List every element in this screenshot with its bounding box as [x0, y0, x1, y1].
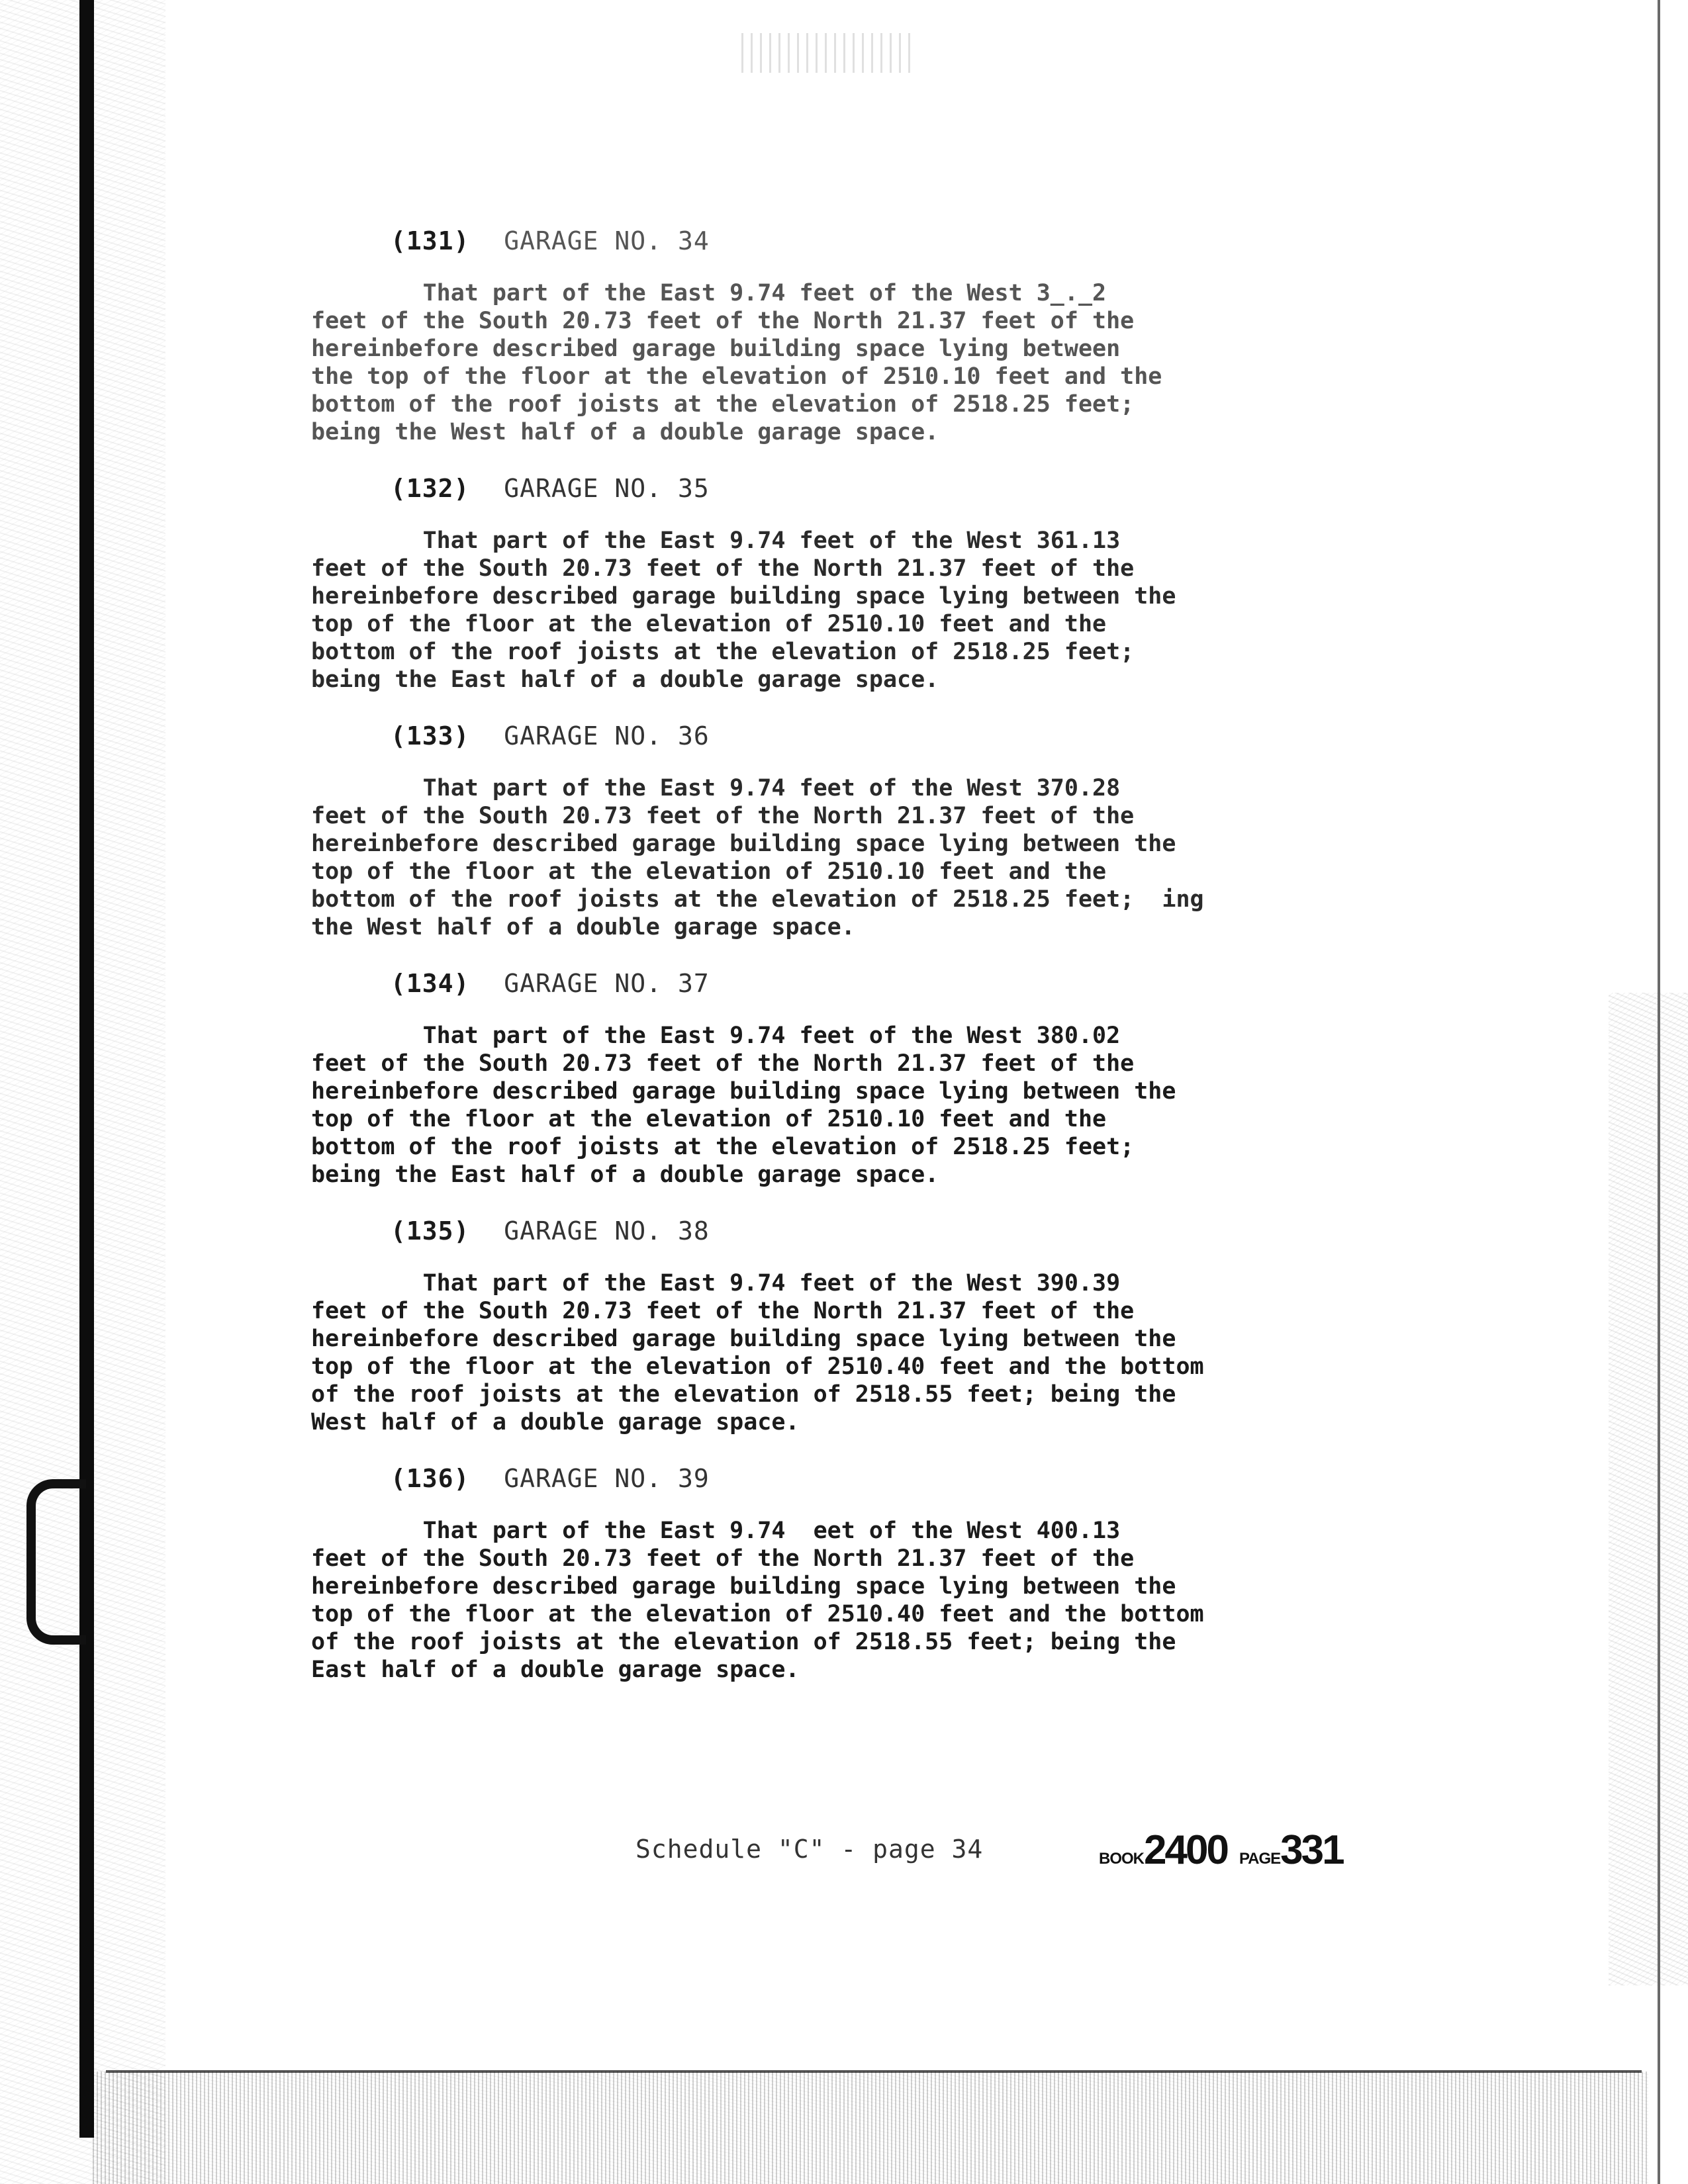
scan-right-edge [1658, 0, 1660, 2184]
section-title: GARAGE NO. 35 [504, 474, 710, 503]
section-number: (135) [391, 1216, 470, 1246]
section-description: That part of the East 9.74 feet of the West 361.13 feet of the South 20.73 feet of the North 21.37 feet of the hereinbefore described garage building space lying between the top of the floor at the elevation of 2510.10 feet and the bottom of the roof joists at the elevation of 2518.25 feet; being the East half of a double garage space. [311, 527, 1176, 693]
section-number: (134) [391, 969, 470, 998]
section-title: GARAGE NO. 36 [504, 721, 710, 751]
section-title: GARAGE NO. 39 [504, 1464, 710, 1493]
schedule-page-label: Schedule "C" - page 34 [635, 1835, 984, 1864]
garage-section [311, 968, 1436, 1189]
book-page-stamp [1099, 1827, 1355, 1874]
page-number: 331 [1280, 1827, 1343, 1873]
garage-section [311, 1215, 1436, 1436]
section-heading [391, 720, 1436, 752]
section-description: That part of the East 9.74 feet of the West 390.39 feet of the South 20.73 feet of the North 21.37 feet of the hereinbefore described garage building space lying between the top of the floor at the elevation of 2510.40 feet and the bottom of the roof joists at the elevation of 2518.55 feet; being the West half of a double garage space. [311, 1270, 1204, 1435]
section-number: (132) [391, 474, 470, 503]
section-heading [391, 1215, 1436, 1247]
scan-top-smudge [741, 33, 914, 73]
section-heading [391, 473, 1436, 504]
binder-clip-mark [26, 1479, 86, 1645]
section-number: (133) [391, 721, 470, 751]
garage-section [311, 1463, 1436, 1684]
section-heading [391, 225, 1436, 257]
section-heading [391, 1463, 1436, 1494]
scan-noise-right [1609, 993, 1688, 1985]
garage-section [311, 473, 1436, 694]
section-title: GARAGE NO. 34 [504, 226, 710, 255]
section-description: That part of the East 9.74 feet of the West 370.28 feet of the South 20.73 feet of the North 21.37 feet of the hereinbefore described garage building space lying between the top of the floor at the elevation of 2510.10 feet and the bottom of the roof joists at the elevation of 2518.25 feet; ing the West half of a double garage space. [311, 775, 1204, 940]
section-number: (131) [391, 226, 470, 255]
book-label: BOOK [1099, 1850, 1144, 1868]
garage-section [311, 225, 1436, 446]
garage-section [311, 720, 1436, 941]
scan-binding-edge [79, 0, 94, 2138]
section-description: That part of the East 9.74 feet of the West 3_._2 feet of the South 20.73 feet of the North 21.37 feet of the hereinbefore described garage building space lying between the top of the floor at the elevation of 2510.10 feet and the bottom of the roof joists at the elevation of 2518.25 feet; being the West half of a double garage space. [311, 280, 1162, 445]
section-description: That part of the East 9.74 feet of the West 380.02 feet of the South 20.73 feet of the North 21.37 feet of the hereinbefore described garage building space lying between the top of the floor at the elevation of 2510.10 feet and the bottom of the roof joists at the elevation of 2518.25 feet; being the East half of a double garage space. [311, 1023, 1176, 1188]
page-label: PAGE [1239, 1850, 1281, 1868]
section-description: That part of the East 9.74 eet of the West 400.13 feet of the South 20.73 feet of the North 21.37 feet of the hereinbefore described garage building space lying between the top of the floor at the elevation of 2510.40 feet and the bottom of the roof joists at the elevation of 2518.55 feet; being the East half of a double garage space. [311, 1518, 1204, 1683]
section-title: GARAGE NO. 38 [504, 1216, 710, 1246]
page-footer [635, 1827, 1430, 1880]
book-number: 2400 [1144, 1827, 1227, 1873]
document-body [311, 225, 1436, 1710]
scan-noise-bottom [93, 2071, 1648, 2184]
section-title: GARAGE NO. 37 [504, 969, 710, 998]
section-heading [391, 968, 1436, 999]
section-number: (136) [391, 1464, 470, 1493]
